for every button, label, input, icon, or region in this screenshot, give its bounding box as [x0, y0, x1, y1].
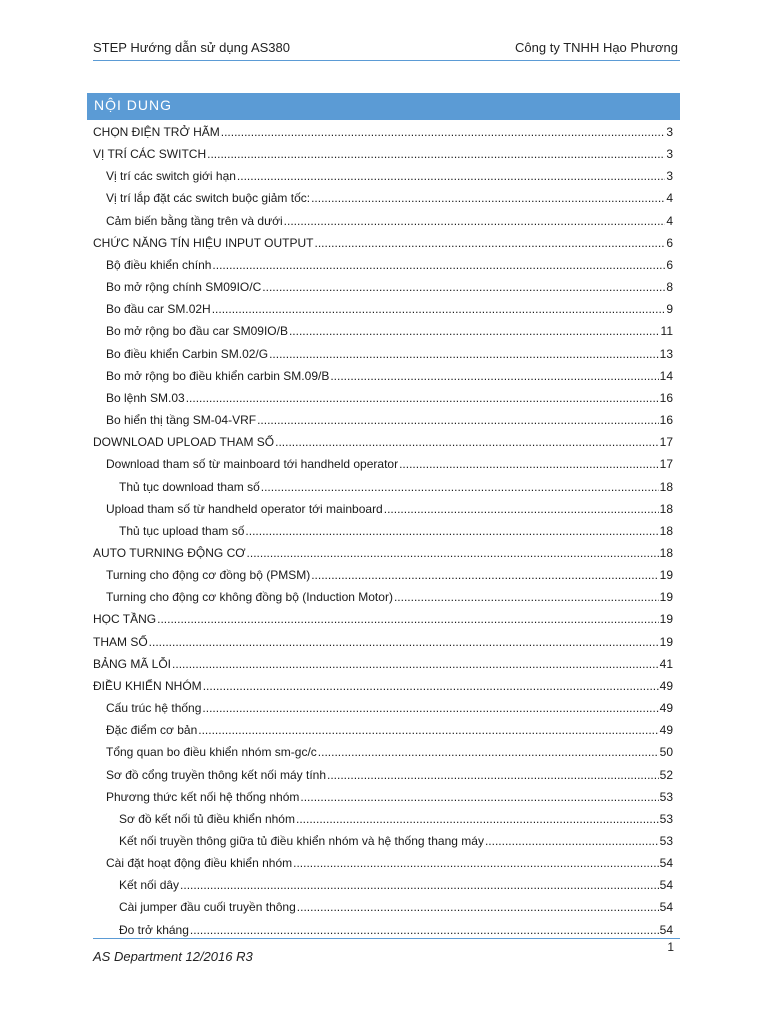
- toc-dot-leader: [257, 409, 659, 431]
- toc-dot-leader: [311, 187, 665, 209]
- toc-entry-page: 18: [659, 501, 673, 516]
- toc-entry[interactable]: [93, 808, 673, 830]
- toc-entry[interactable]: [93, 254, 673, 276]
- toc-entry[interactable]: [93, 564, 673, 586]
- toc-entry-page: 6: [666, 257, 673, 272]
- toc-entry[interactable]: [93, 697, 673, 719]
- toc-entry-page: 19: [659, 590, 673, 605]
- toc-entry-page: 53: [659, 811, 673, 826]
- toc-entry[interactable]: [93, 719, 673, 741]
- toc-entry-page: 53: [659, 834, 673, 848]
- toc-entry-title: Tổng quan bo điều khiển nhóm sm-gc/c: [106, 745, 317, 760]
- toc-dot-leader: [318, 741, 659, 763]
- toc-entry-title: Sơ đồ kết nối tủ điều khiển nhóm: [119, 811, 295, 826]
- toc-entry-page: 52: [659, 767, 673, 782]
- toc-entry[interactable]: [93, 476, 673, 498]
- toc-entry-title: Download tham số từ mainboard tới handheld operator: [106, 457, 399, 472]
- toc-entry[interactable]: [93, 675, 673, 697]
- toc-entry[interactable]: [93, 542, 673, 564]
- toc-entry-page: 53: [659, 789, 673, 804]
- toc-dot-leader: [300, 786, 658, 808]
- toc-entry-title: Đo trở kháng: [119, 922, 189, 937]
- toc-entry[interactable]: [93, 298, 673, 320]
- toc-entry-page: 17: [659, 435, 673, 450]
- toc-entry[interactable]: [93, 764, 673, 786]
- toc-dot-leader: [212, 254, 665, 276]
- toc-dot-leader: [289, 320, 660, 342]
- toc-entry-page: 19: [659, 634, 673, 649]
- header-company-name: Công ty TNHH Hạo Phương: [515, 40, 678, 55]
- toc-entry-page: 16: [659, 390, 673, 405]
- toc-dot-leader: [237, 165, 665, 187]
- toc-entry[interactable]: [93, 232, 673, 254]
- toc-dot-leader: [207, 143, 665, 165]
- toc-entry[interactable]: [93, 830, 673, 852]
- toc-entry[interactable]: [93, 520, 673, 542]
- toc-entry-title: Bo lệnh SM.03: [106, 390, 185, 405]
- toc-dot-leader: [327, 764, 659, 786]
- toc-entry-page: 49: [659, 701, 673, 716]
- toc-dot-leader: [203, 675, 659, 697]
- toc-entry-page: 50: [659, 745, 673, 760]
- toc-dot-leader: [314, 232, 665, 254]
- toc-entry-title: DOWNLOAD UPLOAD THAM SỐ: [93, 435, 275, 450]
- toc-entry-title: Upload tham số từ handheld operator tới mainboard: [106, 501, 383, 516]
- toc-entry-title: Thủ tục download tham số: [119, 479, 260, 494]
- toc-entry-page: 54: [659, 878, 673, 893]
- table-of-contents: [93, 121, 673, 941]
- toc-entry-title: Bo mở rộng chính SM09IO/C: [106, 280, 262, 295]
- toc-entry-title: AUTO TURNING ĐỘNG CƠ: [93, 545, 246, 560]
- page-header: [93, 38, 680, 61]
- toc-entry-title: Sơ đồ cổng truyền thông kết nối máy tính: [106, 767, 327, 782]
- toc-entry[interactable]: [93, 210, 673, 232]
- toc-dot-leader: [198, 719, 658, 741]
- toc-entry-title: Bo đầu car SM.02H: [106, 302, 211, 317]
- toc-entry-title: Bo hiển thị tầng SM-04-VRF: [106, 413, 257, 428]
- toc-entry-title: VỊ TRÍ CÁC SWITCH: [93, 147, 207, 162]
- toc-entry-page: 6: [666, 235, 673, 250]
- toc-dot-leader: [221, 121, 666, 143]
- toc-entry[interactable]: [93, 786, 673, 808]
- toc-entry[interactable]: [93, 121, 673, 143]
- toc-dot-leader: [384, 498, 659, 520]
- toc-dot-leader: [172, 653, 659, 675]
- toc-entry-page: 3: [666, 147, 673, 162]
- toc-entry-title: Vị trí lắp đặt các switch buộc giảm tốc:: [106, 191, 311, 206]
- toc-dot-leader: [157, 608, 659, 630]
- toc-entry-title: Bộ điều khiển chính: [106, 257, 212, 272]
- toc-dot-leader: [247, 542, 659, 564]
- toc-dot-leader: [202, 697, 658, 719]
- toc-entry-page: 16: [659, 413, 673, 428]
- toc-dot-leader: [245, 520, 658, 542]
- toc-entry[interactable]: [93, 631, 673, 653]
- toc-entry[interactable]: [93, 608, 673, 630]
- toc-entry-page: 54: [659, 900, 673, 915]
- toc-entry[interactable]: [93, 852, 673, 874]
- toc-entry-page: 49: [659, 723, 673, 738]
- toc-entry-title: Cảm biến bằng tầng trên và dưới: [106, 213, 283, 228]
- page-number: 1: [667, 940, 674, 954]
- toc-entry-title: Turning cho động cơ đồng bộ (PMSM): [106, 568, 311, 583]
- toc-entry-title: Kết nối truyền thông giữa tủ điều khiển nhóm và hệ thống thang máy: [119, 834, 484, 848]
- toc-entry-title: CHỌN ĐIỆN TRỞ HÃM: [93, 125, 220, 139]
- toc-dot-leader: [296, 808, 659, 830]
- toc-entry-page: 4: [666, 213, 673, 228]
- toc-entry-title: THAM SỐ: [93, 634, 148, 649]
- toc-dot-leader: [275, 431, 659, 453]
- toc-entry-title: Cài đặt hoạt động điều khiển nhóm: [106, 856, 293, 871]
- toc-entry-page: 8: [666, 280, 673, 295]
- toc-entry[interactable]: [93, 453, 673, 475]
- toc-entry-page: 19: [659, 612, 673, 627]
- toc-entry-page: 18: [659, 523, 673, 538]
- toc-entry-title: BẢNG MÃ LỖI: [93, 656, 172, 671]
- toc-entry[interactable]: [93, 409, 673, 431]
- toc-entry-title: Turning cho động cơ không đồng bộ (Induction Motor): [106, 590, 393, 605]
- toc-entry-title: Đặc điểm cơ bản: [106, 723, 198, 738]
- toc-dot-leader: [394, 586, 659, 608]
- toc-entry-title: Kết nối dây: [119, 878, 180, 893]
- toc-entry-title: Cài jumper đầu cuối truyền thông: [119, 900, 296, 915]
- toc-entry-page: 54: [659, 856, 673, 871]
- toc-heading: NỘI DUNG: [94, 97, 172, 113]
- toc-entry[interactable]: [93, 586, 673, 608]
- toc-dot-leader: [180, 874, 659, 896]
- toc-dot-leader: [186, 387, 659, 409]
- toc-entry[interactable]: [93, 165, 673, 187]
- toc-entry-page: 4: [666, 191, 673, 206]
- toc-entry[interactable]: [93, 276, 673, 298]
- toc-entry[interactable]: [93, 874, 673, 896]
- toc-entry[interactable]: [93, 343, 673, 365]
- toc-entry-page: 14: [659, 368, 673, 383]
- toc-entry-page: 3: [666, 169, 673, 184]
- toc-entry-page: 19: [659, 568, 673, 583]
- toc-entry[interactable]: [93, 431, 673, 453]
- toc-dot-leader: [212, 298, 666, 320]
- toc-dot-leader: [262, 276, 665, 298]
- toc-entry-page: 54: [659, 922, 673, 937]
- toc-entry[interactable]: [93, 653, 673, 675]
- footer-department: AS Department 12/2016 R3: [93, 949, 253, 964]
- toc-entry-title: Phương thức kết nối hệ thống nhóm: [106, 789, 300, 804]
- toc-dot-leader: [330, 365, 658, 387]
- toc-entry[interactable]: [93, 320, 673, 342]
- toc-dot-leader: [485, 830, 659, 852]
- toc-entry-title: Cấu trúc hệ thống: [106, 701, 202, 716]
- toc-entry[interactable]: [93, 143, 673, 165]
- header-document-title: STEP Hướng dẫn sử dụng AS380: [93, 40, 290, 55]
- toc-entry-title: HỌC TẦNG: [93, 612, 157, 627]
- toc-entry-title: Vị trí các switch giới hạn: [106, 169, 236, 184]
- toc-entry-page: 11: [660, 324, 673, 339]
- toc-entry[interactable]: [93, 187, 673, 209]
- toc-entry-page: 13: [659, 346, 673, 361]
- toc-entry-page: 18: [659, 545, 673, 560]
- toc-entry-title: Bo mở rộng bo đầu car SM09IO/B: [106, 324, 288, 339]
- toc-entry-page: 18: [659, 479, 673, 494]
- toc-entry-title: Bo mở rộng bo điều khiển carbin SM.09/B: [106, 368, 330, 383]
- toc-dot-leader: [399, 453, 659, 475]
- toc-entry[interactable]: [93, 741, 673, 763]
- toc-entry-page: 49: [659, 678, 673, 693]
- toc-entry-title: Thủ tục upload tham số: [119, 523, 245, 538]
- toc-heading-banner: [87, 93, 680, 120]
- toc-entry-title: CHỨC NĂNG TÍN HIỆU INPUT OUTPUT: [93, 235, 314, 250]
- toc-dot-leader: [293, 852, 659, 874]
- toc-dot-leader: [284, 210, 666, 232]
- toc-entry[interactable]: [93, 365, 673, 387]
- toc-dot-leader: [297, 896, 659, 918]
- toc-entry[interactable]: [93, 387, 673, 409]
- toc-entry-title: ĐIỀU KHIỂN NHÓM: [93, 678, 202, 693]
- toc-dot-leader: [311, 564, 658, 586]
- toc-entry-page: 41: [659, 656, 673, 671]
- toc-entry-page: 17: [659, 457, 673, 472]
- footer-divider: [93, 938, 680, 939]
- toc-entry[interactable]: [93, 896, 673, 918]
- toc-entry-page: 9: [666, 302, 673, 317]
- toc-entry-page: 3: [666, 125, 673, 139]
- toc-entry-title: Bo điều khiển Carbin SM.02/G: [106, 346, 269, 361]
- toc-dot-leader: [261, 476, 659, 498]
- toc-dot-leader: [149, 631, 659, 653]
- toc-dot-leader: [269, 343, 659, 365]
- toc-entry[interactable]: [93, 498, 673, 520]
